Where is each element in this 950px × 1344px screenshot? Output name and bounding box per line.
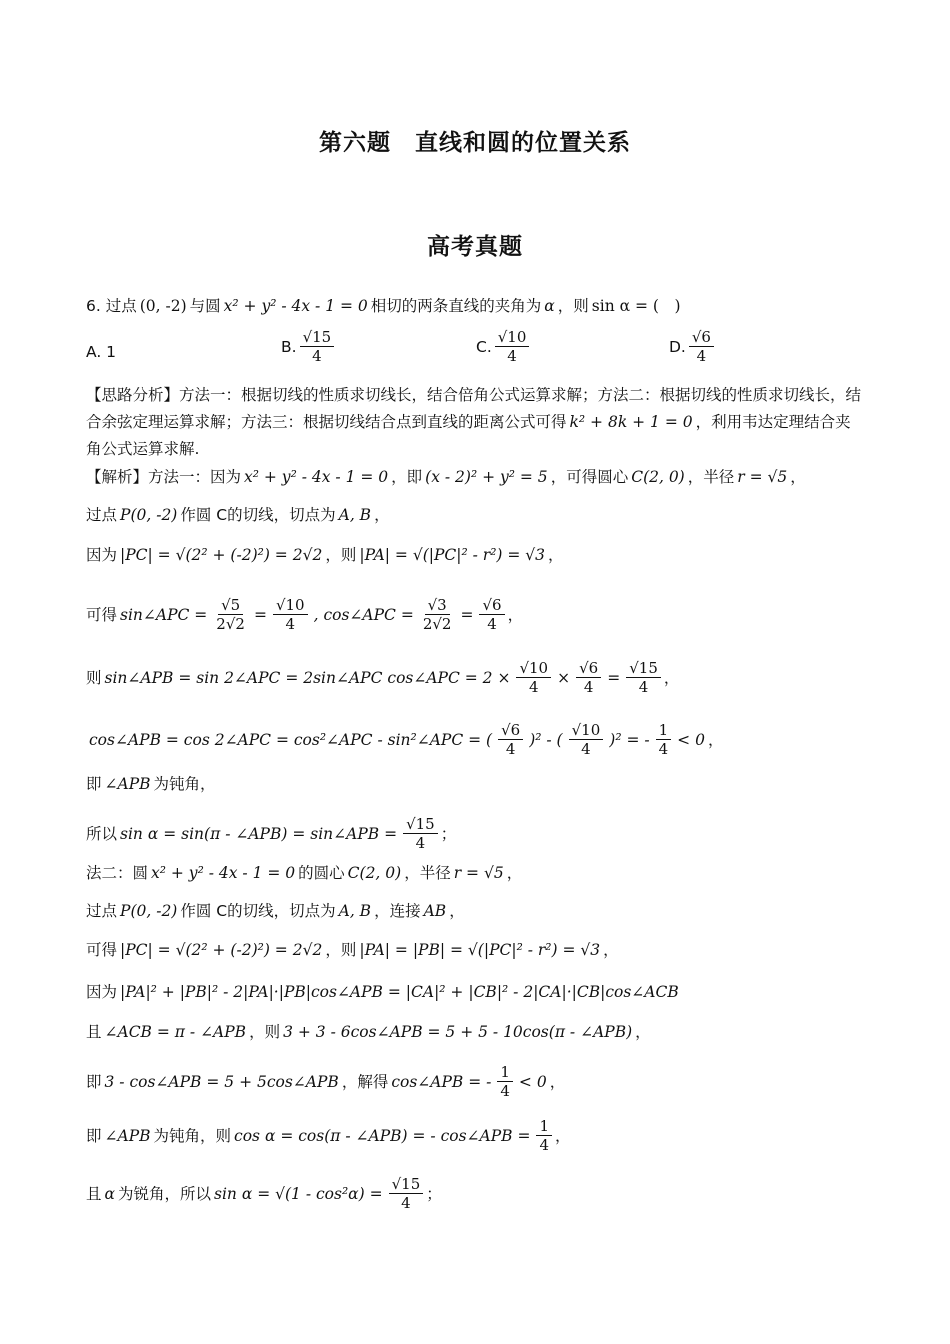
question-text: 6. 过点 [86, 297, 137, 315]
option-d[interactable] [669, 328, 717, 365]
option-c[interactable] [476, 328, 532, 365]
question-math: x² + y² - 4x - 1 = 0 [223, 297, 368, 315]
solution-line: 即 3 - cos∠APB = 5 + 5cos∠APB ，解得 cos∠APB = - $\frac{1}{4}$ < 0 ， [86, 1063, 566, 1100]
solution-line: 因为 |PA|² + |PB|² - 2|PA|·|PB|cos∠APB = |CA|² + |CB|² - 2|CA|·|CB|cos∠ACB [86, 983, 679, 1001]
option-fraction: $\frac{√15}{4}$ [300, 328, 335, 365]
analysis-paragraph [86, 382, 866, 463]
question-math: sin α = ( ) [591, 297, 681, 315]
question-text: ，则 [557, 297, 589, 315]
option-fraction: $\frac{√6}{4}$ [689, 328, 714, 365]
page-title: 第六题 直线和圆的位置关系 [319, 130, 631, 156]
analysis-math: k² + 8k + 1 = 0 [569, 413, 693, 431]
solution-line: cos∠APB = cos 2∠APC = cos²∠APC - sin²∠APC = ( $\frac{√6}{4}$ )² - ( $\frac{√10}{4}$ )² = - $\frac{1}{4}$ < 0 ， [89, 721, 724, 758]
question-math: α [544, 297, 555, 315]
solution-line: 【解析】方法一：因为 x² + y² - 4x - 1 = 0 ，即 (x - 2)² + y² = 5 ，可得圆心 C(2, 0) ，半径 r = √5 ， [86, 468, 806, 486]
solution-line: 所以 sin α = sin(π - ∠APB) = sin∠APB = $\frac{√15}{4}$ ； [86, 815, 457, 852]
option-label: D. [669, 337, 686, 356]
option-a[interactable] [86, 343, 116, 361]
question-text: 相切的两条直线的夹角为 [370, 297, 542, 315]
option-fraction: $\frac{√10}{4}$ [495, 328, 530, 365]
solution-line: 可得 sin∠APC = $\frac{√5}{2√2}$ = $\frac{√10}{4}$ , cos∠APC = $\frac{√3}{2√2}$ = $\frac{√6}{4}$ ， [86, 596, 524, 633]
solution-line: 过点 P(0, -2) 作圆 C的切线，切点为 A, B ， [86, 506, 390, 524]
solution-line: 法二：圆 x² + y² - 4x - 1 = 0 的圆心 C(2, 0) ，半径 r = √5 ， [86, 864, 523, 882]
analysis-text: ，利用韦达定理结合夹角公式运算求解. [86, 413, 851, 458]
solution-line: 可得 |PC| = √(2² + (-2)²) = 2√2 ，则 |PA| = |PB| = √(|PC|² - r²) = √3 ， [86, 941, 619, 959]
question-text: 与圆 [189, 297, 221, 315]
option-label: A. 1 [86, 343, 117, 361]
solution-line: 且 ∠ACB = π - ∠APB ，则 3 + 3 - 6cos∠APB = 5 + 5 - 10cos(π - ∠APB) ， [86, 1023, 651, 1041]
analysis-text: 【思路分析】方法一：根据切线的性质求切线长，结合倍角公式运算求解；方法二：根据切线的性质求切线长，结合余弦定理运算求解；方法三：根据切线结合点到直线的距离公式可得 [86, 386, 862, 431]
option-label: C. [476, 337, 492, 356]
solution-line: 过点 P(0, -2) 作圆 C的切线，切点为 A, B ，连接 AB ， [86, 902, 465, 920]
solution-line: 即 ∠APB 为钝角，则 cos α = cos(π - ∠APB) = - cos∠APB = $\frac{1}{4}$ ， [86, 1117, 571, 1154]
option-label: B. [281, 337, 297, 356]
solution-line: 且 α 为锐角，所以 sin α = √(1 - cos²α) = $\frac{√15}{4}$ ； [86, 1175, 442, 1212]
solution-line: 即 ∠APB 为钝角， [86, 775, 216, 793]
question-math: (0, -2) [139, 297, 187, 315]
solution-line: 因为 |PC| = √(2² + (-2)²) = 2√2 ，则 |PA| = √(|PC|² - r²) = √3 ， [86, 546, 564, 564]
option-b[interactable] [281, 328, 337, 365]
question-line [86, 295, 876, 317]
section-subtitle: 高考真题 [427, 234, 523, 260]
solution-line: 则 sin∠APB = sin 2∠APC = 2sin∠APC cos∠APC = 2 × $\frac{√10}{4}$ × $\frac{√6}{4}$ = $\frac{√15}{4}$ ， [86, 659, 680, 696]
